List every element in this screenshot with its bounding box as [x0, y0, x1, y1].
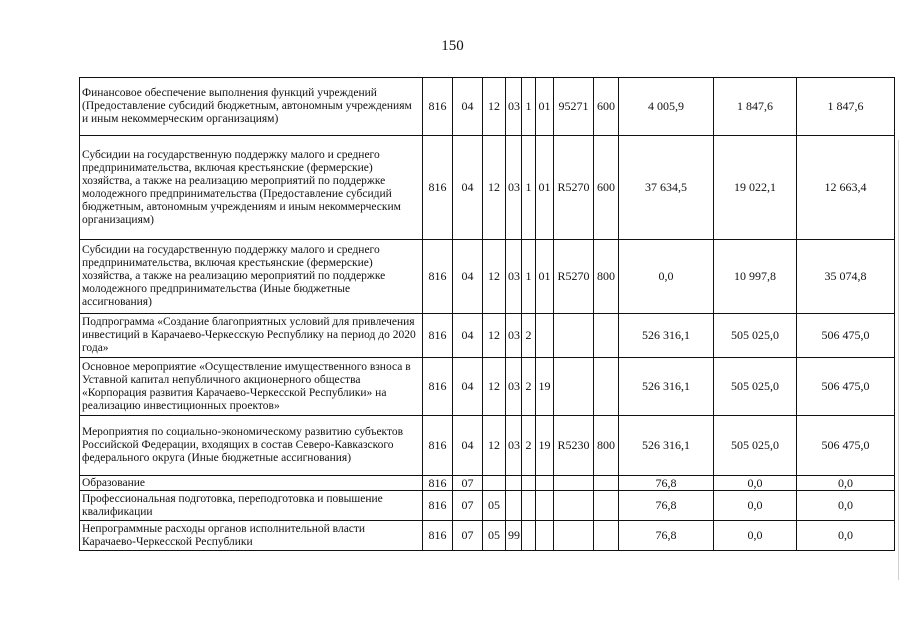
row-code-c2: 04 — [453, 78, 483, 136]
table-row — [80, 136, 895, 240]
row-value-v3: 0,0 — [797, 476, 895, 491]
row-code-c8: 600 — [594, 78, 619, 136]
row-code-c5 — [522, 491, 536, 521]
table-row — [80, 358, 895, 416]
table-row — [80, 240, 895, 314]
row-code-c6: 01 — [536, 240, 554, 314]
row-code-c5 — [522, 476, 536, 491]
row-value-v2: 505 025,0 — [714, 358, 797, 416]
table-row — [80, 476, 895, 491]
table-row — [80, 491, 895, 521]
row-value-v3: 506 475,0 — [797, 416, 895, 476]
row-code-c3: 05 — [483, 521, 506, 551]
row-name: Основное мероприятие «Осуществление имущественного взноса в Уставной капитал непубличного акционерного общества «Корпорация развития Карачаево-Черкесской Республики» на реализацию инвестиционных проектов» — [80, 358, 423, 416]
row-code-c2: 07 — [453, 491, 483, 521]
row-code-c7 — [554, 358, 594, 416]
row-value-v2: 0,0 — [714, 491, 797, 521]
row-code-c8 — [594, 358, 619, 416]
row-value-v3: 35 074,8 — [797, 240, 895, 314]
row-code-c5: 2 — [522, 416, 536, 476]
scan-artifact-line — [898, 140, 899, 580]
row-code-c4: 03 — [506, 78, 522, 136]
row-value-v3: 506 475,0 — [797, 314, 895, 358]
row-code-c6 — [536, 521, 554, 551]
row-value-v1: 526 316,1 — [619, 416, 714, 476]
table-row — [80, 416, 895, 476]
row-code-c4 — [506, 476, 522, 491]
row-code-c2: 07 — [453, 521, 483, 551]
row-code-c6: 01 — [536, 136, 554, 240]
row-code-c5: 1 — [522, 78, 536, 136]
row-code-c8: 800 — [594, 416, 619, 476]
row-code-c1: 816 — [423, 78, 453, 136]
row-code-c1: 816 — [423, 240, 453, 314]
row-code-c7 — [554, 491, 594, 521]
row-code-c2: 04 — [453, 314, 483, 358]
row-code-c5: 1 — [522, 136, 536, 240]
row-code-c3: 12 — [483, 314, 506, 358]
row-code-c4: 03 — [506, 314, 522, 358]
row-code-c6: 19 — [536, 416, 554, 476]
row-code-c2: 04 — [453, 416, 483, 476]
row-name: Профессиональная подготовка, переподготовка и повышение квалификации — [80, 491, 423, 521]
row-code-c3: 05 — [483, 491, 506, 521]
row-code-c2: 04 — [453, 240, 483, 314]
row-code-c6: 01 — [536, 78, 554, 136]
row-code-c7: R5270 — [554, 136, 594, 240]
row-code-c5 — [522, 521, 536, 551]
row-code-c2: 07 — [453, 476, 483, 491]
row-code-c7: 95271 — [554, 78, 594, 136]
row-name: Образование — [80, 476, 423, 491]
row-name: Мероприятия по социально-экономическому развитию субъектов Российской Федерации, входящих в состав Северо-Кавказского федерального округа (Иные бюджетные ассигнования) — [80, 416, 423, 476]
row-value-v1: 37 634,5 — [619, 136, 714, 240]
row-value-v2: 1 847,6 — [714, 78, 797, 136]
row-code-c6 — [536, 476, 554, 491]
row-code-c3: 12 — [483, 240, 506, 314]
row-code-c5: 2 — [522, 358, 536, 416]
table-row — [80, 78, 895, 136]
row-code-c6 — [536, 491, 554, 521]
row-code-c8 — [594, 476, 619, 491]
row-code-c1: 816 — [423, 416, 453, 476]
row-code-c7 — [554, 476, 594, 491]
row-code-c1: 816 — [423, 314, 453, 358]
row-value-v3: 0,0 — [797, 521, 895, 551]
row-value-v2: 10 997,8 — [714, 240, 797, 314]
row-code-c8 — [594, 521, 619, 551]
row-code-c1: 816 — [423, 476, 453, 491]
row-code-c3: 12 — [483, 78, 506, 136]
row-value-v1: 76,8 — [619, 521, 714, 551]
row-code-c7: R5270 — [554, 240, 594, 314]
row-name: Субсидии на государственную поддержку малого и среднего предпринимательства, включая крестьянские (фермерские) хозяйства, а также на реализацию мероприятий по поддержке молодежного предпринимательства (Иные бюджетные ассигнования) — [80, 240, 423, 314]
row-value-v1: 526 316,1 — [619, 314, 714, 358]
row-value-v2: 0,0 — [714, 521, 797, 551]
row-code-c2: 04 — [453, 136, 483, 240]
row-value-v3: 506 475,0 — [797, 358, 895, 416]
row-name: Финансовое обеспечение выполнения функций учреждений (Предоставление субсидий бюджетным, автономным учреждениям и иным некоммерческим организациям) — [80, 78, 423, 136]
row-value-v1: 526 316,1 — [619, 358, 714, 416]
row-code-c6: 19 — [536, 358, 554, 416]
table-row — [80, 521, 895, 551]
row-value-v2: 505 025,0 — [714, 416, 797, 476]
row-code-c6 — [536, 314, 554, 358]
row-code-c8: 600 — [594, 136, 619, 240]
row-value-v1: 76,8 — [619, 476, 714, 491]
row-value-v1: 0,0 — [619, 240, 714, 314]
row-code-c8 — [594, 314, 619, 358]
row-code-c4: 03 — [506, 136, 522, 240]
row-code-c5: 1 — [522, 240, 536, 314]
row-code-c1: 816 — [423, 521, 453, 551]
row-code-c4: 03 — [506, 240, 522, 314]
row-value-v3: 1 847,6 — [797, 78, 895, 136]
budget-table — [79, 77, 895, 551]
row-code-c3: 12 — [483, 416, 506, 476]
row-code-c8 — [594, 491, 619, 521]
row-code-c7 — [554, 314, 594, 358]
row-code-c1: 816 — [423, 358, 453, 416]
row-code-c7: R5230 — [554, 416, 594, 476]
row-value-v2: 505 025,0 — [714, 314, 797, 358]
page-number: 150 — [441, 38, 464, 54]
row-code-c1: 816 — [423, 491, 453, 521]
row-value-v3: 12 663,4 — [797, 136, 895, 240]
row-code-c4 — [506, 491, 522, 521]
row-code-c8: 800 — [594, 240, 619, 314]
row-value-v1: 4 005,9 — [619, 78, 714, 136]
row-name: Непрограммные расходы органов исполнительной власти Карачаево-Черкесской Республики — [80, 521, 423, 551]
row-name: Субсидии на государственную поддержку малого и среднего предпринимательства, включая крестьянские (фермерские) хозяйства, а также на реализацию мероприятий по поддержке молодежного предпринимательства (Предоставление субсидий бюджетным, автономным учреждениям и иным некоммерческим организациям) — [80, 136, 423, 240]
row-value-v2: 0,0 — [714, 476, 797, 491]
row-code-c4: 99 — [506, 521, 522, 551]
row-code-c1: 816 — [423, 136, 453, 240]
row-code-c3 — [483, 476, 506, 491]
row-code-c5: 2 — [522, 314, 536, 358]
row-code-c4: 03 — [506, 416, 522, 476]
row-code-c4: 03 — [506, 358, 522, 416]
row-code-c3: 12 — [483, 358, 506, 416]
row-value-v3: 0,0 — [797, 491, 895, 521]
row-value-v1: 76,8 — [619, 491, 714, 521]
row-code-c3: 12 — [483, 136, 506, 240]
row-name: Подпрограмма «Создание благоприятных условий для привлечения инвестиций в Карачаево-Черкесскую Республику на период до 2020 года» — [80, 314, 423, 358]
row-code-c2: 04 — [453, 358, 483, 416]
row-value-v2: 19 022,1 — [714, 136, 797, 240]
table-row — [80, 314, 895, 358]
row-code-c7 — [554, 521, 594, 551]
